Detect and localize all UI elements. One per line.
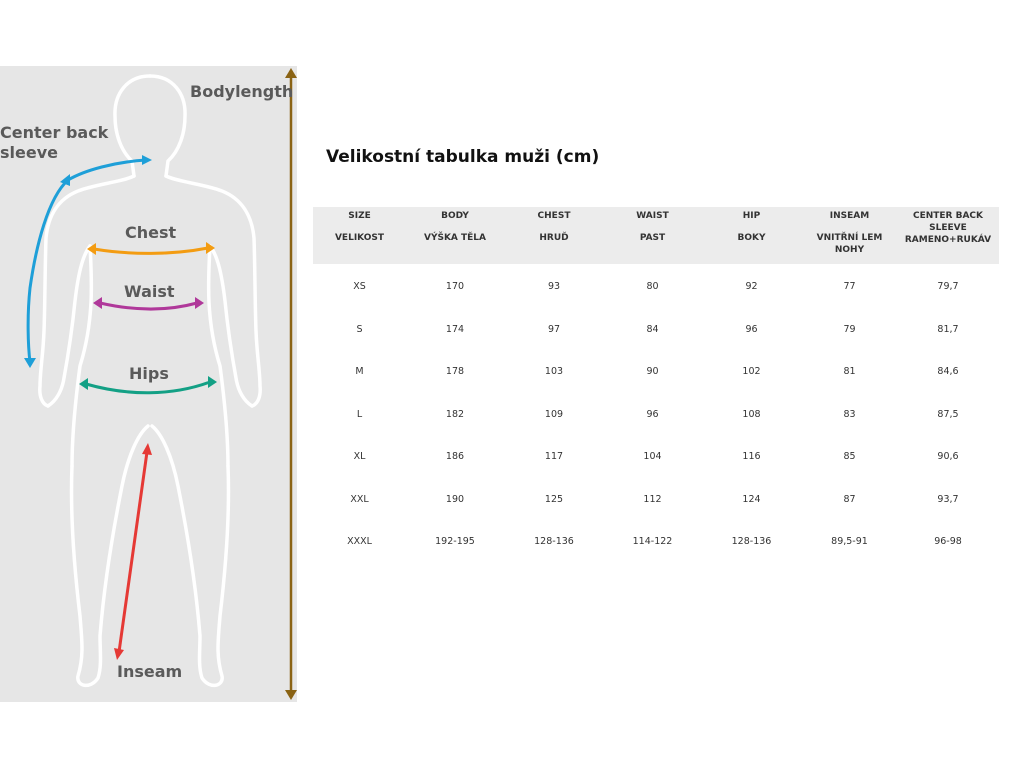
page-title: Velikostní tabulka muži (cm) bbox=[326, 147, 600, 167]
table-row bbox=[313, 521, 999, 564]
header-chest-en: CHEST bbox=[537, 211, 571, 221]
chest-label: Chest bbox=[125, 223, 177, 242]
cell-body: 182 bbox=[445, 408, 465, 420]
cell-body: 170 bbox=[445, 280, 465, 292]
cell-chest: 128-136 bbox=[534, 536, 574, 548]
cell-size: XL bbox=[353, 451, 366, 463]
cell-chest: 103 bbox=[544, 366, 564, 378]
cell-body: 174 bbox=[445, 323, 465, 335]
cell-size: S bbox=[356, 323, 363, 335]
header-inseam bbox=[802, 207, 897, 264]
measurement-figure bbox=[0, 66, 297, 702]
cell-waist: 104 bbox=[643, 451, 662, 463]
cell-body: 192-195 bbox=[435, 536, 475, 548]
cell-body: 178 bbox=[445, 366, 465, 378]
cell-inseam: 81 bbox=[843, 366, 856, 378]
cell-chest: 125 bbox=[544, 493, 564, 505]
table-row bbox=[313, 264, 999, 308]
cell-body: 190 bbox=[445, 493, 465, 505]
header-hip bbox=[701, 207, 802, 264]
cell-size: XS bbox=[353, 280, 366, 292]
header-body-cz: VÝŠKA TĚLA bbox=[423, 233, 487, 243]
table-row bbox=[313, 393, 999, 436]
header-size-en: SIZE bbox=[348, 211, 371, 221]
cell-inseam: 89,5-91 bbox=[831, 536, 868, 548]
header-inseam-cz: VNITŘNÍ LEM NOHY bbox=[816, 233, 883, 255]
cell-inseam: 79 bbox=[843, 323, 856, 335]
header-size-cz: VELIKOST bbox=[334, 233, 385, 243]
cell-waist: 96 bbox=[646, 408, 659, 420]
cell-size: L bbox=[356, 408, 363, 420]
inseam-label: Inseam bbox=[117, 662, 183, 681]
bodylength-arrow bbox=[285, 68, 297, 700]
header-center-back-en: CENTER BACK bbox=[912, 211, 984, 221]
header-waist bbox=[604, 207, 701, 264]
bodylength-label: Bodylength bbox=[190, 82, 294, 101]
header-body-en: BODY bbox=[441, 211, 469, 221]
cell-inseam: 77 bbox=[843, 280, 856, 292]
cell-chest: 97 bbox=[547, 323, 561, 335]
header-chest-cz: HRUĎ bbox=[539, 233, 569, 243]
cell-hip: 102 bbox=[742, 366, 761, 378]
cell-inseam: 83 bbox=[843, 408, 856, 420]
cell-hip: 108 bbox=[742, 408, 761, 420]
cell-waist: 80 bbox=[646, 280, 659, 292]
center-back-sleeve-label-line2: sleeve bbox=[0, 143, 58, 162]
cell-center-back-sleeve: 87,5 bbox=[937, 408, 959, 420]
header-size bbox=[313, 207, 406, 264]
cell-center-back-sleeve: 81,7 bbox=[937, 323, 959, 335]
cell-inseam: 85 bbox=[843, 451, 856, 463]
cell-chest: 93 bbox=[547, 280, 561, 292]
cell-hip: 128-136 bbox=[731, 536, 772, 548]
header-center-back-sleeve bbox=[897, 207, 999, 264]
cell-waist: 112 bbox=[643, 493, 662, 505]
header-body bbox=[406, 207, 504, 264]
hips-label: Hips bbox=[129, 364, 169, 383]
cell-waist: 84 bbox=[646, 323, 659, 335]
size-table bbox=[313, 207, 999, 563]
cell-body: 186 bbox=[445, 451, 465, 463]
cell-chest: 117 bbox=[544, 451, 564, 463]
header-center-back-cz-line2: RAMENO+RUKÁV bbox=[904, 235, 992, 245]
cell-size: M bbox=[355, 366, 364, 378]
cell-waist: 90 bbox=[646, 366, 659, 378]
header-chest bbox=[504, 207, 604, 264]
table-row bbox=[313, 351, 999, 394]
inseam-arrow bbox=[114, 443, 152, 660]
table-row bbox=[313, 478, 999, 521]
header-inseam-en: INSEAM bbox=[829, 211, 870, 221]
table-header-row bbox=[313, 207, 999, 264]
cell-waist: 114-122 bbox=[632, 536, 673, 548]
cell-hip: 96 bbox=[745, 323, 758, 335]
header-center-back-cz bbox=[897, 222, 999, 246]
table-row bbox=[313, 436, 999, 479]
cell-center-back-sleeve: 84,6 bbox=[937, 366, 959, 378]
cell-hip: 124 bbox=[742, 493, 761, 505]
header-waist-en: WAIST bbox=[636, 211, 669, 221]
center-back-sleeve-label bbox=[0, 123, 108, 163]
cell-hip: 92 bbox=[745, 280, 758, 292]
cell-center-back-sleeve: 79,7 bbox=[937, 280, 959, 292]
cell-hip: 116 bbox=[742, 451, 761, 463]
waist-label: Waist bbox=[124, 282, 175, 301]
cell-size: XXXL bbox=[347, 536, 372, 548]
cell-center-back-sleeve: 90,6 bbox=[937, 451, 959, 463]
header-hip-en: HIP bbox=[742, 211, 761, 221]
center-back-sleeve-label-line1: Center back bbox=[0, 123, 109, 142]
table-row bbox=[313, 308, 999, 351]
cell-inseam: 87 bbox=[843, 493, 856, 505]
header-waist-cz: PAST bbox=[639, 233, 666, 243]
cell-size: XXL bbox=[350, 493, 369, 505]
header-center-back-cz-line1: SLEEVE bbox=[929, 223, 967, 233]
cell-center-back-sleeve: 93,7 bbox=[937, 493, 959, 505]
chest-arrow bbox=[87, 242, 215, 255]
header-hip-cz: BOKY bbox=[737, 233, 766, 243]
cell-chest: 109 bbox=[544, 408, 564, 420]
cell-center-back-sleeve: 96-98 bbox=[934, 536, 962, 548]
